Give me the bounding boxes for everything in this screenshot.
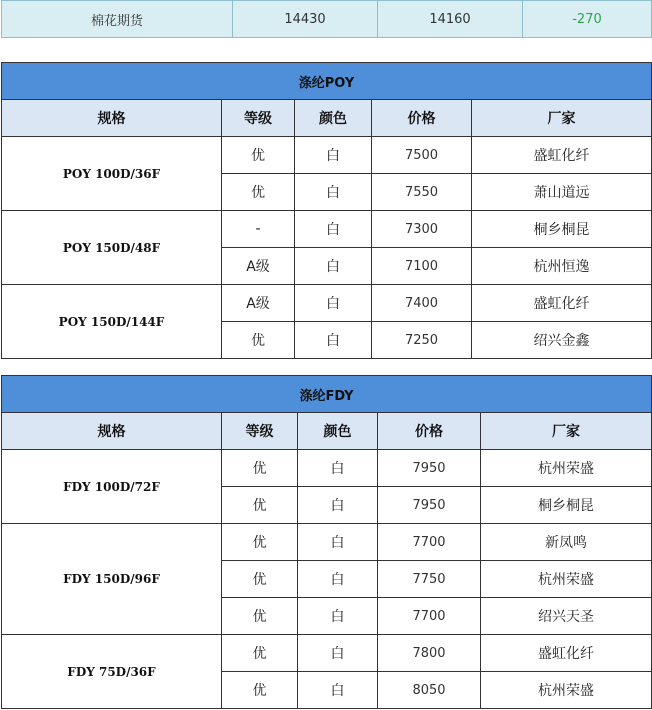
color-cell: 白 [295, 174, 372, 211]
price-cell: 7950 [378, 487, 481, 524]
column-header-price: 价格 [372, 100, 472, 137]
grade-cell: 优 [222, 561, 298, 598]
column-header-spec: 规格 [2, 413, 222, 450]
maker-cell: 绍兴金鑫 [472, 322, 652, 359]
table-row [2, 137, 652, 174]
table-row [2, 635, 652, 672]
cotton-change: -270 [523, 1, 652, 38]
table-row [2, 1, 652, 38]
price-cell: 7750 [378, 561, 481, 598]
column-header-color: 颜色 [295, 100, 372, 137]
spec-cell: FDY 100D/72F [2, 450, 222, 524]
color-cell: 白 [295, 211, 372, 248]
table-row [2, 450, 652, 487]
price-cell: 7100 [372, 248, 472, 285]
maker-cell: 桐乡桐昆 [472, 211, 652, 248]
column-header-maker: 厂家 [481, 413, 652, 450]
poy-table [1, 62, 652, 359]
color-cell: 白 [298, 487, 378, 524]
grade-cell: 优 [222, 487, 298, 524]
color-cell: 白 [298, 598, 378, 635]
spec-cell: POY 100D/36F [2, 137, 222, 211]
grade-cell: 优 [222, 174, 295, 211]
fdy-table [1, 375, 652, 709]
price-cell: 7700 [378, 598, 481, 635]
column-header-grade: 等级 [222, 100, 295, 137]
grade-cell: 优 [222, 524, 298, 561]
grade-cell: 优 [222, 322, 295, 359]
column-header-color: 颜色 [298, 413, 378, 450]
cotton-value-1: 14430 [233, 1, 378, 38]
maker-cell: 萧山道远 [472, 174, 652, 211]
spec-cell: FDY 75D/36F [2, 635, 222, 709]
table-row [2, 211, 652, 248]
maker-cell: 杭州荣盛 [481, 561, 652, 598]
color-cell: 白 [295, 322, 372, 359]
price-cell: 7550 [372, 174, 472, 211]
price-cell: 7250 [372, 322, 472, 359]
table-header-row [2, 100, 652, 137]
price-cell: 7300 [372, 211, 472, 248]
maker-cell: 杭州恒逸 [472, 248, 652, 285]
price-cell: 8050 [378, 672, 481, 709]
color-cell: 白 [298, 672, 378, 709]
price-cell: 7950 [378, 450, 481, 487]
grade-cell: 优 [222, 137, 295, 174]
price-cell: 7700 [378, 524, 481, 561]
table-header-row [2, 413, 652, 450]
grade-cell: A级 [222, 285, 295, 322]
poy-table-title: 涤纶POY [2, 63, 652, 100]
color-cell: 白 [298, 450, 378, 487]
color-cell: 白 [298, 561, 378, 598]
grade-cell: 优 [222, 635, 298, 672]
price-cell: 7500 [372, 137, 472, 174]
fdy-table-title: 涤纶FDY [2, 376, 652, 413]
color-cell: 白 [295, 285, 372, 322]
color-cell: 白 [295, 248, 372, 285]
maker-cell: 盛虹化纤 [481, 635, 652, 672]
grade-cell: A级 [222, 248, 295, 285]
maker-cell: 新凤鸣 [481, 524, 652, 561]
spec-cell: POY 150D/48F [2, 211, 222, 285]
maker-cell: 绍兴天圣 [481, 598, 652, 635]
grade-cell: 优 [222, 672, 298, 709]
cotton-name: 棉花期货 [2, 1, 233, 38]
price-cell: 7400 [372, 285, 472, 322]
maker-cell: 桐乡桐昆 [481, 487, 652, 524]
maker-cell: 盛虹化纤 [472, 137, 652, 174]
grade-cell: 优 [222, 598, 298, 635]
grade-cell: - [222, 211, 295, 248]
maker-cell: 盛虹化纤 [472, 285, 652, 322]
spec-cell: POY 150D/144F [2, 285, 222, 359]
maker-cell: 杭州荣盛 [481, 450, 652, 487]
column-header-grade: 等级 [222, 413, 298, 450]
cotton-value-2: 14160 [378, 1, 523, 38]
price-cell: 7800 [378, 635, 481, 672]
table-row [2, 285, 652, 322]
column-header-spec: 规格 [2, 100, 222, 137]
column-header-price: 价格 [378, 413, 481, 450]
grade-cell: 优 [222, 450, 298, 487]
color-cell: 白 [298, 635, 378, 672]
spec-cell: FDY 150D/96F [2, 524, 222, 635]
cotton-futures-table [1, 0, 652, 38]
table-row [2, 524, 652, 561]
color-cell: 白 [295, 137, 372, 174]
maker-cell: 杭州荣盛 [481, 672, 652, 709]
column-header-maker: 厂家 [472, 100, 652, 137]
color-cell: 白 [298, 524, 378, 561]
